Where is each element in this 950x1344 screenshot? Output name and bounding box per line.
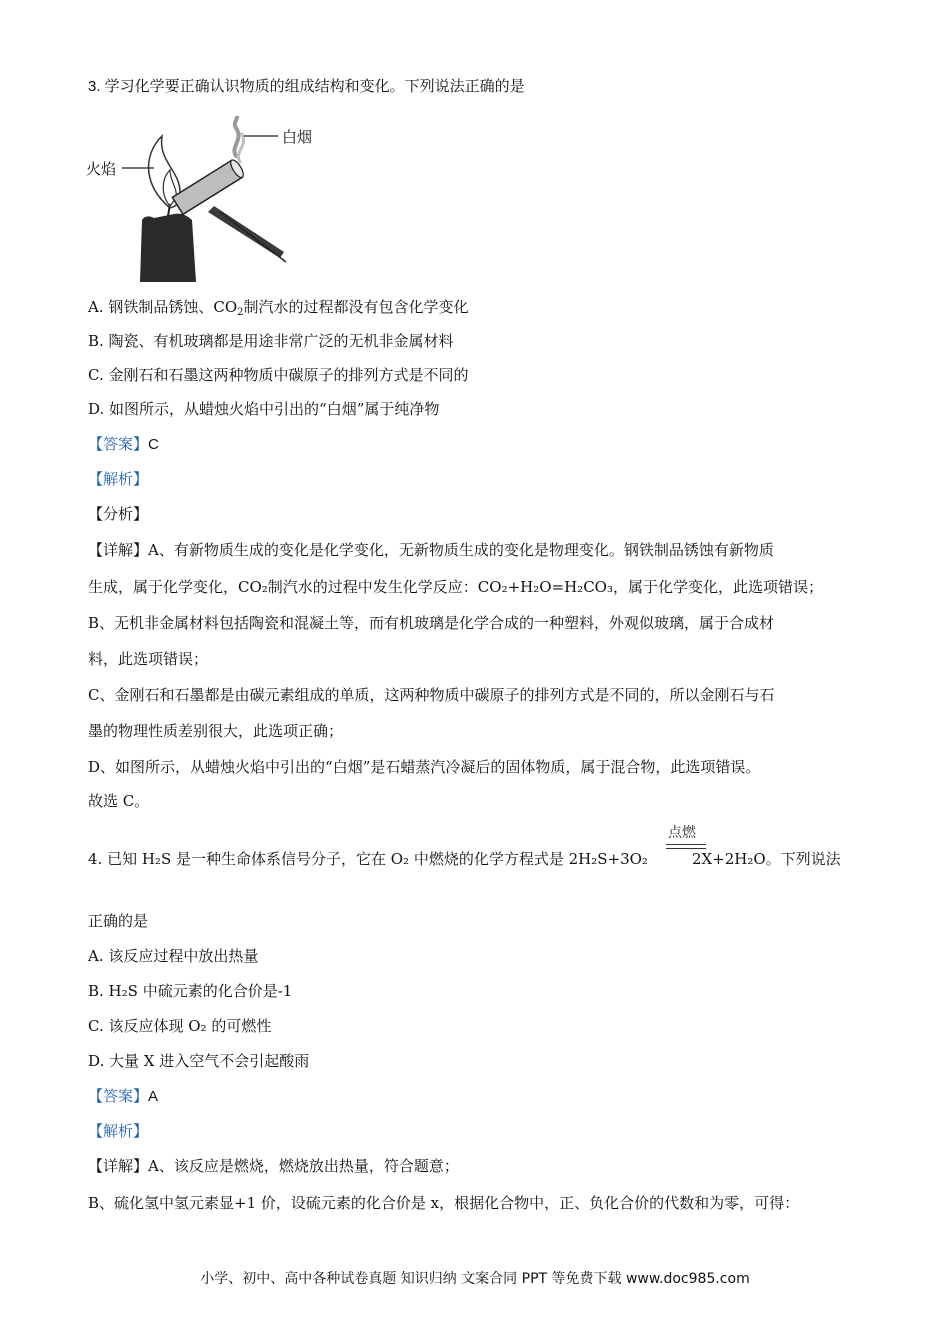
q4-detail-line1: 【详解】A、该反应是燃烧，燃烧放出热量，符合题意；	[88, 1157, 459, 1175]
q3-option-b: B. 陶瓷、有机玻璃都是用途非常广泛的无机非金属材料	[88, 332, 454, 350]
q4-detail-line2: B、硫化氢中氢元素显+1 价，设硫元素的化合价是 x，根据化合物中，正、负化合价的代数和为零，可得：	[88, 1194, 800, 1212]
equation-bar-top	[666, 844, 706, 845]
q4-option-c: C. 该反应体现 O₂ 的可燃性	[88, 1017, 272, 1035]
q3-jiexi: 【解析】	[88, 470, 149, 488]
q4-answer: 【答案】A	[88, 1087, 159, 1105]
q3-detail-line6: 墨的物理性质差别很大，此选项正确；	[88, 722, 344, 740]
q3-option-d: D. 如图所示，从蜡烛火焰中引出的“白烟”属于纯净物	[88, 400, 440, 418]
reaction-condition: 点燃	[668, 825, 696, 841]
q3-stem: 3. 学习化学要正确认识物质的组成结构和变化。下列说法正确的是	[88, 78, 525, 95]
q3-option-c: C. 金刚石和石墨这两种物质中碳原子的排列方式是不同的	[88, 366, 469, 384]
q4-jiexi: 【解析】	[88, 1122, 149, 1140]
q3-detail-line5: C、金刚石和石墨都是由碳元素组成的单质，这两种物质中碳原子的排列方式是不同的，所以金刚石与石	[88, 686, 775, 704]
q4-option-b: B. H₂S 中硫元素的化合价是-1	[88, 982, 293, 1000]
q3-detail-line4: 料，此选项错误；	[88, 650, 209, 668]
q3-option-a: A. 钢铁制品锈蚀、$CO_2$制汽水的过程都没有包含化学变化	[88, 298, 469, 318]
page-footer: 小学、初中、高中各种试卷真题 知识归纳 文案合同 PPT 等免费下载 www.doc985.com	[200, 1271, 750, 1287]
q3-answer: 【答案】C	[88, 435, 159, 453]
q4-option-d: D. 大量 X 进入空气不会引起酸雨	[88, 1052, 310, 1070]
q3-fenxi: 【分析】	[88, 505, 149, 523]
candle-figure	[84, 116, 334, 282]
q4-stem-line2: 正确的是	[88, 912, 149, 930]
label-flame: 火焰	[86, 160, 117, 178]
q4-stem: 4. 已知 H₂S 是一种生命体系信号分子，它在 O₂ 中燃烧的化学方程式是 2H₂S+3O₂ 2X+2H₂O。下列说法	[88, 850, 841, 868]
q3-detail-line8: 故选 C。	[88, 792, 150, 810]
label-smoke: 白烟	[282, 128, 313, 146]
q3-detail-line1: 【详解】A、有新物质生成的变化是化学变化，无新物质生成的变化是物理变化。钢铁制品锈蚀有新物质	[88, 541, 774, 559]
q3-detail-line7: D、如图所示，从蜡烛火焰中引出的“白烟”是石蜡蒸汽冷凝后的固体物质，属于混合物，此选项错误。	[88, 758, 761, 776]
q3-detail-line2: 生成，属于化学变化，CO₂制汽水的过程中发生化学反应：CO₂+H₂O=H₂CO₃，属于化学变化，此选项错误；	[88, 578, 823, 596]
q3-detail-line3: B、无机非金属材料包括陶瓷和混凝土等，而有机玻璃是化学合成的一种塑料，外观似玻璃，属于合成材	[88, 614, 775, 632]
q4-option-a: A. 该反应过程中放出热量	[88, 947, 259, 965]
